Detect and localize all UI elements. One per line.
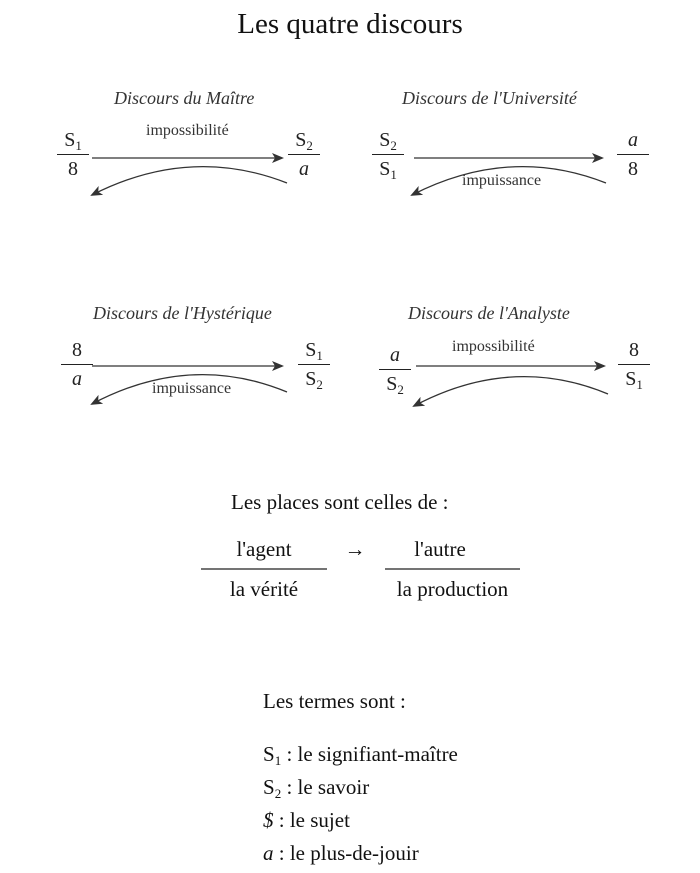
frac-den-sub: 2 bbox=[397, 382, 404, 397]
discourse-title-analyste: Discours de l'Analyste bbox=[408, 303, 570, 323]
frac-den-sub: 2 bbox=[316, 377, 323, 392]
term-sub: 2 bbox=[274, 786, 282, 801]
term-text: : le savoir bbox=[281, 775, 370, 799]
term-text: : le plus-de-jouir bbox=[273, 841, 419, 865]
term-item bbox=[263, 807, 458, 840]
frac-den: 8 bbox=[68, 158, 78, 180]
discourse-label-analyste: impossibilité bbox=[452, 338, 535, 355]
term-text: : le signifiant-maître bbox=[281, 742, 458, 766]
fraction-left-maitre bbox=[53, 128, 93, 181]
frac-num: S bbox=[295, 129, 307, 151]
term-symbol: $ bbox=[263, 808, 274, 832]
fraction-right-universite bbox=[613, 128, 653, 181]
term-text: : le sujet bbox=[273, 808, 350, 832]
places-arrow: → bbox=[344, 537, 366, 561]
place-verite: la vérité bbox=[229, 577, 299, 601]
term-symbol: a bbox=[263, 841, 274, 865]
discourse-title-maitre: Discours du Maître bbox=[114, 88, 255, 108]
frac-den: S bbox=[305, 368, 317, 390]
arrow-back-analyste bbox=[414, 377, 608, 406]
fraction-right-hysterique bbox=[294, 338, 334, 391]
page-title: Les quatre discours bbox=[237, 8, 463, 40]
discourse-label-hysterique: impuissance bbox=[152, 380, 232, 397]
frac-den: S bbox=[379, 158, 391, 180]
terms-intro: Les termes sont : bbox=[263, 689, 406, 713]
fraction-bar bbox=[379, 369, 411, 370]
term-item bbox=[263, 840, 458, 873]
fraction-bar bbox=[61, 364, 93, 365]
fraction-bar bbox=[618, 364, 650, 365]
frac-num-sub: 2 bbox=[306, 138, 313, 153]
frac-num-sub: 2 bbox=[390, 138, 397, 153]
place-autre: l'autre bbox=[414, 537, 466, 561]
frac-den-sub: 1 bbox=[390, 167, 397, 182]
fraction-bar bbox=[372, 154, 404, 155]
frac-den: S bbox=[386, 373, 398, 395]
frac-num: a bbox=[628, 129, 638, 151]
frac-den: 8 bbox=[628, 158, 638, 180]
discourse-title-universite: Discours de l'Université bbox=[402, 88, 577, 108]
discourse-title-hysterique: Discours de l'Hystérique bbox=[93, 303, 272, 323]
frac-num: 8 bbox=[72, 339, 82, 361]
term-symbol: S bbox=[263, 742, 275, 766]
places-intro: Les places sont celles de : bbox=[231, 490, 449, 514]
frac-den: S bbox=[625, 368, 637, 390]
fraction-left-universite bbox=[368, 128, 408, 181]
frac-num: S bbox=[379, 129, 391, 151]
frac-den: a bbox=[72, 368, 82, 390]
term-item bbox=[263, 774, 458, 807]
frac-num: S bbox=[305, 339, 317, 361]
fraction-left-analyste bbox=[375, 343, 415, 396]
frac-num-sub: 1 bbox=[75, 138, 82, 153]
fraction-right-maitre bbox=[284, 128, 324, 181]
fraction-left-hysterique bbox=[57, 338, 97, 391]
place-production: la production bbox=[396, 577, 509, 601]
fraction-bar bbox=[617, 154, 649, 155]
fraction-bar bbox=[288, 154, 320, 155]
frac-num: S bbox=[64, 129, 76, 151]
discourse-label-universite: impuissance bbox=[462, 172, 542, 189]
term-item bbox=[263, 741, 458, 774]
place-agent: l'agent bbox=[236, 537, 292, 561]
discourse-label-maitre: impossibilité bbox=[146, 122, 229, 139]
term-symbol: S bbox=[263, 775, 275, 799]
frac-num: 8 bbox=[629, 339, 639, 361]
frac-num-sub: 1 bbox=[316, 348, 323, 363]
fraction-bar bbox=[57, 154, 89, 155]
fraction-right-analyste bbox=[614, 338, 654, 391]
arrow-back-maitre bbox=[92, 167, 287, 195]
frac-den-sub: 1 bbox=[636, 377, 643, 392]
term-sub: 1 bbox=[274, 753, 282, 768]
frac-den: a bbox=[299, 158, 309, 180]
frac-num: a bbox=[390, 344, 400, 366]
fraction-bar bbox=[298, 364, 330, 365]
terms-list bbox=[263, 741, 458, 873]
